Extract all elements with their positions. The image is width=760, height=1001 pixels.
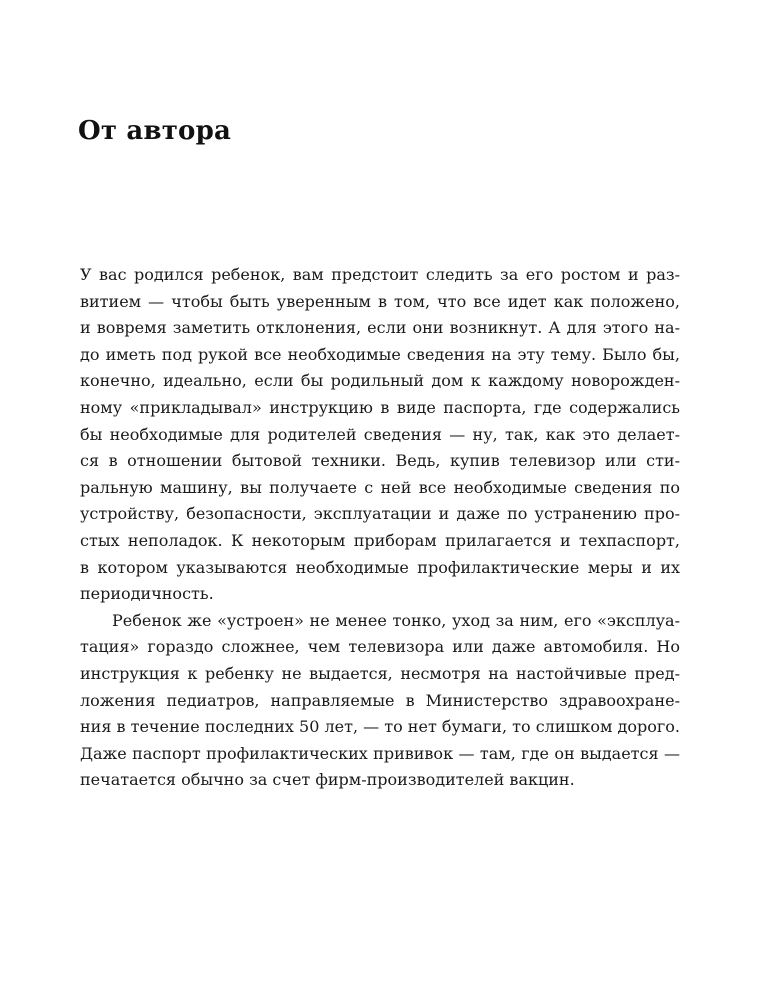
text-line: ному «прикладывал» инструкцию в виде паспорта, где содержались — [80, 397, 680, 417]
paragraph-end-line: печатается обычно за счет фирм-производителей вакцин. — [80, 770, 575, 790]
text-line: витием — чтобы быть уверенным в том, что все идет как положено, — [80, 291, 680, 311]
text-line: тация» гораздо сложнее, чем телевизора или даже автомобиля. Но — [80, 637, 680, 657]
text-line: и вовремя заметить отклонения, если они возникнут. А для этого на- — [80, 318, 680, 338]
text-line: конечно, идеально, если бы родильный дом к каждому новорожден- — [80, 371, 680, 391]
text-line: бы необходимые для родителей сведения — ну, так, как это делает- — [80, 424, 680, 444]
text-line: стых неполадок. К некоторым приборам прилагается и техпаспорт, — [80, 530, 680, 550]
text-line: Даже паспорт профилактических прививок — там, где он выдается — — [80, 743, 680, 763]
text-line: в котором указываются необходимые профилактические меры и их — [80, 557, 680, 577]
text-line: ральную машину, вы получаете с ней все необходимые сведения по — [80, 477, 680, 497]
text-line: ся в отношении бытовой техники. Ведь, купив телевизор или сти- — [80, 451, 680, 471]
chapter-body — [80, 262, 680, 794]
paragraph-start-line: Ребенок же «устроен» не менее тонко, уход за ним, его «эксплуа- — [112, 610, 680, 630]
text-line: до иметь под рукой все необходимые сведения на эту тему. Было бы, — [80, 344, 680, 364]
text-line: инструкция к ребенку не выдается, несмотря на настойчивые пред- — [80, 663, 680, 683]
paragraph-end-line: периодичность. — [80, 584, 214, 604]
text-line: ложения педиатров, направляемые в Министерство здравоохране- — [80, 690, 680, 710]
text-line: устройству, безопасности, эксплуатации и даже по устранению про- — [80, 504, 680, 524]
chapter-title: От автора — [78, 116, 232, 146]
text-line: ния в течение последних 50 лет, — то нет бумаги, то слишком дорого. — [80, 717, 680, 737]
text-line: У вас родился ребенок, вам предстоит следить за его ростом и раз- — [80, 265, 680, 284]
